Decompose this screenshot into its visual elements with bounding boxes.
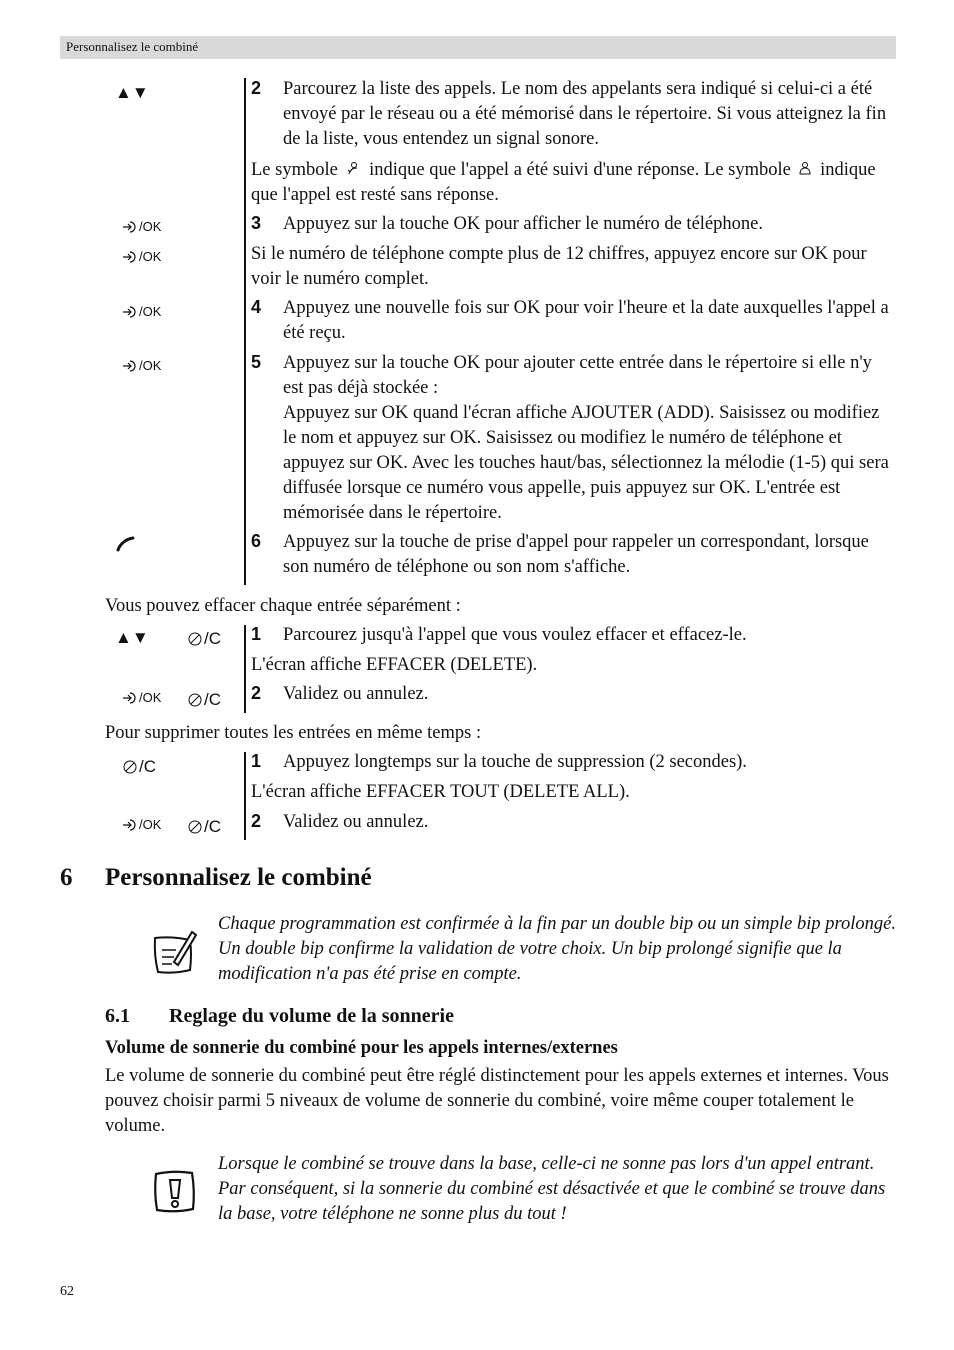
ok-label: /OK — [139, 219, 162, 234]
phone-handset-icon — [115, 535, 137, 553]
screen-message: L'écran affiche EFFACER (DELETE). — [251, 655, 538, 675]
body-paragraph: Le volume de sonnerie du combiné peut être réglé distinctement pour les appels externes et internes. Vous pouvez choisir parmi 5 niveaux de volume de sonnerie du combiné, voire même couper totalement le volume. — [105, 1066, 889, 1136]
delete-single-intro: Vous pouvez effacer chaque entrée séparément : — [105, 596, 461, 616]
ok-label: /OK — [139, 817, 162, 832]
symbol-note-part3: indique que l'appel est resté sans réponse. — [251, 160, 876, 206]
warning-exclamation-icon — [150, 1166, 200, 1221]
step-divider — [244, 78, 246, 585]
screen-message: L'écran affiche EFFACER TOUT (DELETE ALL). — [251, 782, 630, 802]
ok-key-icon — [122, 219, 161, 234]
warning-note: Lorsque le combiné se trouve dans la base, celle-ci ne sonne pas lors d'un appel entrant. Par conséquent, si la sonnerie du combiné est désactivée et que le combiné se trouve dans la base, votre téléphone ne sonne plus du tout ! — [218, 1154, 886, 1224]
ok-key-icon — [122, 249, 161, 264]
subsection-title: Reglage du volume de la sonnerie — [169, 1005, 454, 1027]
c-label: /C — [139, 757, 156, 776]
section-number: 6 — [60, 864, 73, 891]
note-pencil-icon — [150, 926, 198, 981]
clear-key-icon — [187, 690, 221, 710]
step-divider — [244, 752, 246, 840]
step-text: Parcourez la liste des appels. Le nom des appelants sera indiqué si celui-ci a été envoyé par le réseau ou a été mémorisé dans le répertoire. Si vous atteignez la fin de la liste, vous entendez un signal sonore. — [283, 79, 887, 149]
step-text: Appuyez sur la touche de prise d'appel pour rappeler un correspondant, lorsque son numéro de téléphone ou son nom s'affiche. — [283, 532, 869, 577]
step-text: Parcourez jusqu'à l'appel que vous voulez effacer et effacez-le. — [283, 625, 747, 645]
step-number: 2 — [251, 683, 262, 703]
c-label: /C — [204, 690, 221, 709]
step-number: 2 — [251, 811, 262, 831]
step-detail: Appuyez sur OK quand l'écran affiche AJOUTER (ADD). Saisissez ou modifiez le nom et appuyez sur OK. Saisissez ou modifiez le numéro de téléphone et appuyez sur OK. Avec les touches haut/bas, sélectionnez la mélodie (1-5) qui sera diffusée lorsque ce numéro vous appelle, puis appuyez sur OK. L'entrée est mémorisée dans le répertoire. — [283, 403, 889, 523]
ok-label: /OK — [139, 304, 162, 319]
up-down-arrows-icon: ▲▼ — [115, 628, 149, 647]
missed-call-icon — [799, 158, 811, 183]
ok-key-icon — [122, 690, 161, 705]
ok-label: /OK — [139, 249, 162, 264]
step-text: Validez ou annulez. — [283, 684, 429, 704]
ok-label: /OK — [139, 358, 162, 373]
step-number: 1 — [251, 624, 262, 644]
symbol-note — [251, 158, 896, 208]
ok-key-icon — [122, 304, 161, 319]
step-text: Appuyez sur la touche OK pour ajouter cette entrée dans le répertoire si elle n'y est pas déjà stockée : — [283, 353, 872, 398]
step-number: 4 — [251, 297, 262, 317]
ok-key-icon — [122, 817, 161, 832]
step-text: Appuyez une nouvelle fois sur OK pour voir l'heure et la date auxquelles l'appel a été reçu. — [283, 298, 889, 343]
symbol-note-part2: indique que l'appel a été suivi d'une réponse. Le symbole — [369, 160, 791, 180]
answered-call-icon — [346, 158, 360, 183]
enter-arrow-icon — [122, 250, 138, 264]
clear-key-icon — [187, 817, 221, 837]
step-number: 6 — [251, 531, 262, 551]
step-divider — [244, 625, 246, 713]
enter-arrow-icon — [122, 818, 138, 832]
subsection-heading — [105, 1005, 454, 1028]
c-label: /C — [204, 817, 221, 836]
clear-key-icon — [122, 757, 156, 777]
enter-arrow-icon — [122, 691, 138, 705]
subsection-number: 6.1 — [105, 1005, 130, 1027]
running-header: Personnalisez le combiné — [66, 39, 199, 54]
enter-arrow-icon — [122, 305, 138, 319]
clear-key-icon — [187, 629, 221, 649]
step-number: 3 — [251, 213, 262, 233]
ok-key-icon — [122, 358, 161, 373]
up-down-arrows-icon: ▲▼ — [115, 83, 149, 102]
step-text: Validez ou annulez. — [283, 812, 429, 832]
symbol-note-part1: Le symbole — [251, 160, 338, 180]
step-number: 5 — [251, 352, 262, 372]
bold-heading: Volume de sonnerie du combiné pour les appels internes/externes — [105, 1038, 618, 1058]
enter-arrow-icon — [122, 220, 138, 234]
delete-all-intro: Pour supprimer toutes les entrées en même temps : — [105, 723, 482, 743]
enter-arrow-icon — [122, 359, 138, 373]
ok-label: /OK — [139, 690, 162, 705]
step-text: Appuyez sur la touche OK pour afficher le numéro de téléphone. — [283, 214, 763, 234]
step-number: 2 — [251, 78, 262, 98]
section-title: Personnalisez le combiné — [105, 864, 372, 891]
c-label: /C — [204, 629, 221, 648]
long-number-note: Si le numéro de téléphone compte plus de 12 chiffres, appuyez encore sur OK pour voir le numéro complet. — [251, 244, 867, 289]
step-text: Appuyez longtemps sur la touche de suppression (2 secondes). — [283, 752, 747, 772]
page-number: 62 — [60, 1284, 74, 1299]
section-heading — [60, 864, 372, 892]
confirmation-note: Chaque programmation est confirmée à la fin par un double bip ou un simple bip prolongé. Un double bip confirme la validation de votre choix. Un bip prolongé signifie que la modification n'a pas été prise en compte. — [218, 914, 896, 984]
step-number: 1 — [251, 751, 262, 771]
